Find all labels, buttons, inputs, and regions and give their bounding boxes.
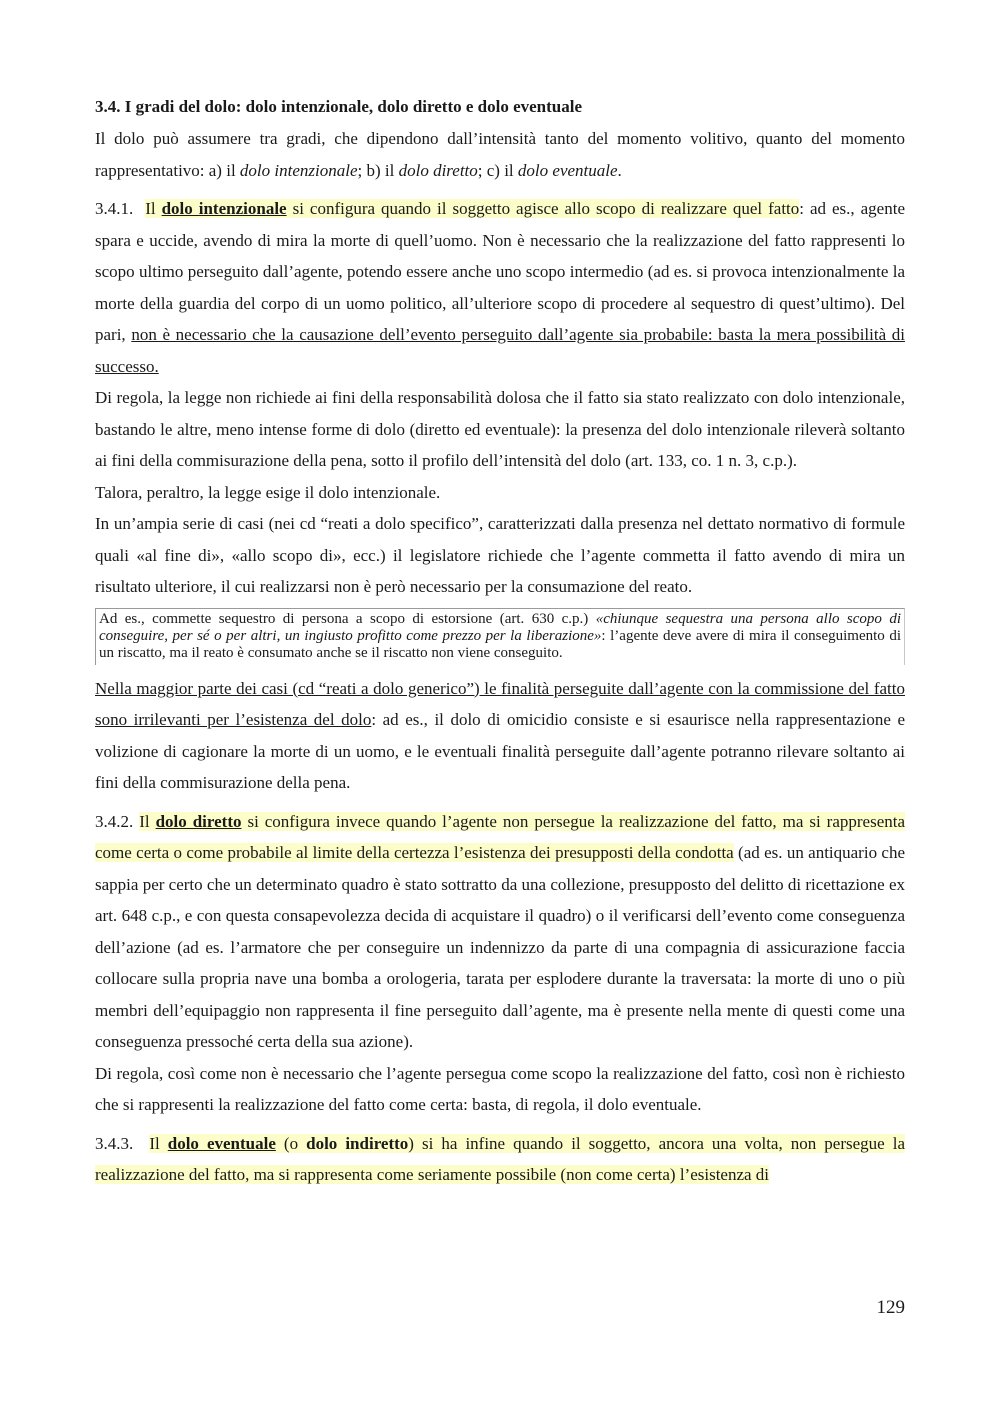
definition-text: si configura invece quando l’agente non persegue la realizzazione del fatto, ma si rappresenta come certa o come probabile al limite della certezza l’esistenza dei presupposti della condotta xyxy=(95,811,906,862)
body-text: : ad es., il dolo di omicidio consiste e si esaurisce nella rappresentazione e volizione di cagionare la morte di un uomo, e le eventuali finalità perseguite dall’agente potranno rilevare soltanto ai fini della commisurazione della pena. xyxy=(95,710,905,792)
underlined-text: Nella maggior parte dei casi (cd “reati a dolo generico”) le finalità perseguite dall’agente con la commissione del fatto sono irrilevanti per l’esistenza del dolo xyxy=(95,678,905,729)
definition-text: ) si ha infine quando il soggetto, ancora una volta, non persegue la realizzazione del fatto, ma si rappresenta come seriamente possibile (non come certa) l’esistenza di xyxy=(95,1133,905,1184)
section-heading: 3.4. I gradi del dolo: dolo intenzionale, dolo diretto e dolo eventuale xyxy=(95,97,583,116)
subsection-number: 3.4.1. xyxy=(95,199,134,218)
definition-text: Il xyxy=(145,199,162,218)
page-content xyxy=(95,96,905,1191)
paragraph-3-4-1 xyxy=(95,193,905,382)
underlined-text: non è necessario che la causazione dell’evento perseguito dall’agente sia probabile: basta la mera possibilità di successo. xyxy=(95,325,906,376)
paragraph-dolo-specifico: In un’ampia serie di casi (nei cd “reati a dolo specifico”, caratterizzati dalla presenza nel dettato normativo di formule quali «al fine di», «allo scopo di», ecc.) il legislatore richiede che l’agente commetta il fatto avendo di mira un risultato ulteriore, il cui realizzarsi non è però necessario per la consumazione del reato. xyxy=(95,514,905,596)
definition-text: Il xyxy=(149,1133,168,1153)
term-dolo-intenzionale: dolo intenzionale xyxy=(161,199,287,218)
paragraph-regola-2: Di regola, così come non è necessario che l’agente persegua come scopo la realizzazione del fatto, così non è richiesto che si rappresenti la realizzazione del fatto come certa: basta, di regola, il dolo eventuale. xyxy=(95,1063,905,1114)
term-dolo-eventuale: dolo eventuale xyxy=(167,1133,276,1153)
intro-paragraph xyxy=(95,123,905,186)
intro-term-diretto: dolo diretto xyxy=(398,160,478,180)
intro-text: . xyxy=(617,160,622,180)
paragraph-talora: Talora, peraltro, la legge esige il dolo intenzionale. xyxy=(95,482,441,502)
paragraph-regola: Di regola, la legge non richiede ai fini della responsabilità dolosa che il fatto sia stato realizzato con dolo intenzionale, bastando le altre, meno intense forme di dolo (diretto ed eventuale): la presenza del dolo intenzionale rileverà soltanto ai fini della commisurazione della pena, sotto il profilo dell’intensità del dolo (art. 133, co. 1 n. 3, c.p.). xyxy=(95,388,905,470)
subsection-number: 3.4.2. xyxy=(95,811,134,831)
intro-text: Il dolo può assumere tra gradi, che dipendono dall’intensità tanto del momento volitivo, quanto del momento rappresentativo: a) il xyxy=(95,129,905,180)
example-note-box xyxy=(95,608,905,665)
highlighted-definition xyxy=(95,1134,905,1185)
note-text: : l’agente deve avere di mira il conseguimento di un riscatto, ma il reato è consumato anche se il riscatto non viene conseguito. xyxy=(99,627,902,661)
paragraph-3-4-2 xyxy=(95,806,905,1058)
intro-text: ; b) il xyxy=(357,160,399,180)
subsection-number: 3.4.3. xyxy=(95,1133,134,1153)
note-quotation: «chiunque sequestra una persona allo scopo di conseguire, per sé o per altri, un ingiusto profitto come prezzo per la liberazione» xyxy=(99,610,901,644)
paragraph-dolo-generico xyxy=(95,673,905,799)
highlighted-definition xyxy=(145,199,799,218)
term-dolo-indiretto: dolo indiretto xyxy=(306,1133,409,1153)
body-text: (ad es. un antiquario che sappia per certo che un determinato quadro è stato sottratto da una collezione, presupposto del delitto di ricettazione ex art. 648 c.p., e con questa consapevolezza decida di acquistare il quadro) o il verificarsi dell’evento come conseguenza dell’azione (ad es. l’armatore che per conseguire un indennizzo da parte di una compagnia di assicurazione faccia collocare sulla propria nave una bomba a orologeria, tarata per esplodere durante la traversata: la morte di uno o più membri dell’equipaggio non rappresenta il fine perseguito dall’agente, ma è presente nella mente di questi come una conseguenza pressoché certa della sua azione). xyxy=(95,843,905,1051)
body-text: : ad es., agente spara e uccide, avendo di mira la morte di quell’uomo. Non è necessario che la realizzazione del fatto rappresenti lo scopo ultimo perseguito dall’agente, potendo essere anche uno scopo intermedio (ad es. si provoca intenzionalmente la morte della guardia del corpo di un uomo politico, all’ulteriore scopo di procedere al sequestro di quest’ultimo). Del pari, xyxy=(95,199,906,344)
intro-text: ; c) il xyxy=(477,160,518,180)
page-number: 129 xyxy=(876,1297,905,1318)
intro-term-eventuale: dolo eventuale xyxy=(517,160,618,180)
term-dolo-diretto: dolo diretto xyxy=(155,811,242,831)
intro-term-intenzionale: dolo intenzionale xyxy=(239,160,358,180)
paragraph-3-4-3 xyxy=(95,1128,905,1191)
definition-text: si configura quando il soggetto agisce allo scopo di realizzare quel fatto xyxy=(286,199,800,218)
definition-text: Il xyxy=(139,811,156,831)
definition-text: (o xyxy=(275,1133,307,1153)
note-text: Ad es., commette sequestro di persona a scopo di estorsione (art. 630 c.p.) xyxy=(99,610,596,627)
